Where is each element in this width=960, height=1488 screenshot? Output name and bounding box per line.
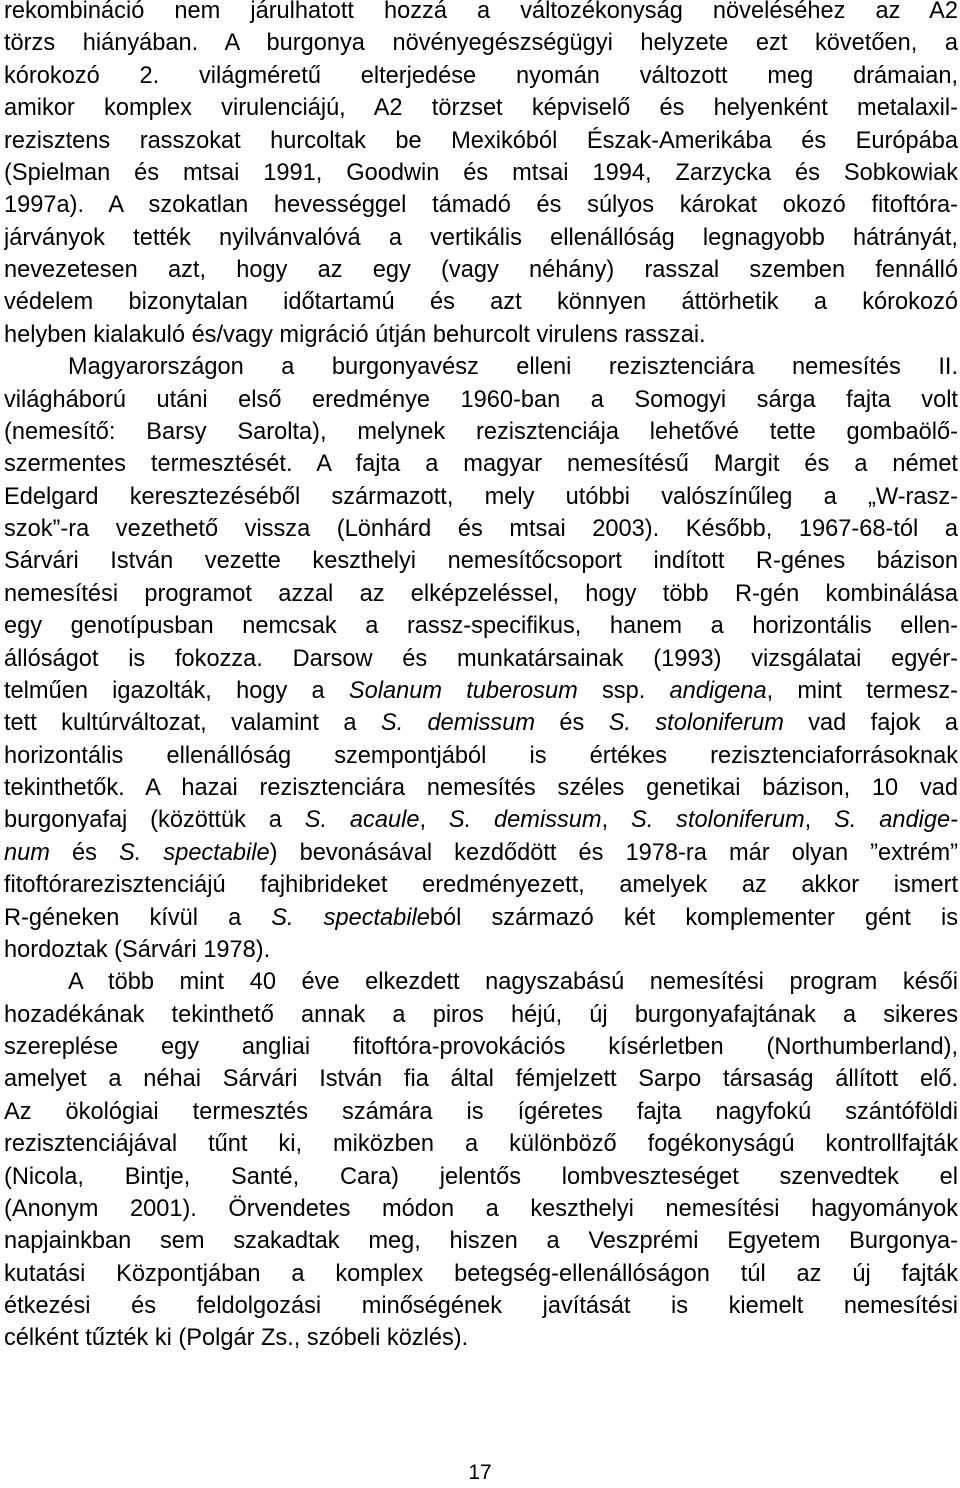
text-segment: A több mint 40 éve elkezdett nagyszabású nemesítési program késői bbox=[68, 969, 958, 996]
text-segment: egy genotípusban nemcsak a rassz-specifikus, hanem a horizontális ellen- bbox=[4, 613, 958, 640]
text-line bbox=[4, 902, 958, 934]
text-segment: horizontális ellenállóság szempontjából is értékes rezisztenciaforrásoknak bbox=[4, 742, 958, 769]
text-segment: (nemesítő: Barsy Sarolta), melynek rezisztenciája lehetővé tette gombaölő- bbox=[4, 418, 958, 445]
text-line bbox=[4, 1031, 958, 1063]
text-segment: Magyarországon a burgonyavész elleni rezisztenciára nemesítés II. bbox=[68, 354, 958, 381]
text-segment: rezisztenciájával tűnt ki, miközben a különböző fogékonyságú kontrollfajták bbox=[4, 1131, 958, 1158]
text-segment: nemesítési programot azzal az elképzeléssel, hogy több R-gén kombinálása bbox=[4, 580, 958, 607]
text-segment: szereplése egy angliai fitoftóra-provokációs kísérletben (Northumberland), bbox=[4, 1034, 958, 1060]
text-segment: Az ökológiai termesztés számára is ígéretes fajta nagyfokú szántóföldi bbox=[4, 1098, 958, 1125]
text-segment: R-géneken kívül a bbox=[4, 904, 272, 931]
italic-term: S. demissum bbox=[380, 710, 536, 737]
text-line bbox=[4, 804, 958, 836]
text-segment: Edelgard keresztezéséből származott, mely utóbbi valószínűleg a „W-rasz- bbox=[4, 483, 958, 510]
text-line bbox=[4, 740, 958, 772]
text-segment: járványok tették nyilvánvalóvá a vertikális ellenállóság legnagyobb hátrányát, bbox=[4, 224, 958, 251]
text-line bbox=[4, 92, 958, 124]
text-segment: , bbox=[601, 807, 631, 834]
text-segment: rekombináció nem járulhatott hozzá a változékonyság növeléséhez az A2 bbox=[4, 0, 958, 24]
text-segment: napjainkban sem szakadtak meg, hiszen a Veszprémi Egyetem Burgonya- bbox=[4, 1228, 958, 1255]
text-line bbox=[4, 448, 958, 480]
text-segment: ) bevonásával kezdődött és 1978-ra már olyan ”extrém” bbox=[269, 839, 958, 866]
text-line bbox=[4, 707, 958, 739]
text-segment: tett kultúrváltozat, valamint a bbox=[4, 710, 381, 737]
text-line bbox=[4, 869, 958, 901]
italic-term: S. demissum bbox=[448, 807, 602, 834]
text-segment: amelyet a néhai Sárvári István fia által fémjelzett Sarpo társaság állított elő. bbox=[4, 1066, 958, 1093]
text-line bbox=[4, 1161, 958, 1193]
text-segment: ssp. bbox=[577, 677, 670, 704]
text-segment: tekinthetők. A hazai rezisztenciára nemesítés széles genetikai bázison, 10 vad bbox=[4, 775, 958, 801]
text-segment: és bbox=[49, 839, 120, 866]
text-segment: világháború utáni első eredménye 1960-ban a Somogyi sárga fajta volt bbox=[4, 386, 958, 413]
text-line bbox=[4, 157, 958, 189]
text-line bbox=[4, 60, 958, 92]
text-line bbox=[4, 999, 958, 1031]
text-line bbox=[4, 351, 958, 383]
text-line bbox=[4, 481, 958, 513]
italic-term: S. stoloniferum bbox=[608, 710, 784, 737]
text-line bbox=[4, 1193, 958, 1225]
text-segment: célként tűzték ki (Polgár Zs., szóbeli közlés). bbox=[4, 1325, 469, 1352]
text-segment: hozadékának tekinthető annak a piros héjú, új burgonyafajtának a sikeres bbox=[4, 1001, 958, 1028]
body-text bbox=[4, 0, 958, 1355]
italic-term: S. andige- bbox=[834, 807, 958, 834]
text-line bbox=[4, 189, 958, 221]
text-line bbox=[4, 1096, 958, 1128]
text-segment: 1997a). A szokatlan hevességgel támadó és súlyos károkat okozó fitoftóra- bbox=[4, 192, 958, 219]
text-line bbox=[4, 772, 958, 804]
text-segment: burgonyafaj (közöttük a bbox=[4, 807, 305, 834]
text-segment: hordoztak (Sárvári 1978). bbox=[4, 936, 271, 963]
text-line bbox=[4, 837, 958, 869]
text-segment: telműen igazolták, hogy a bbox=[4, 677, 349, 704]
text-segment: védelem bizonytalan időtartamú és azt könnyen áttörhetik a kórokozó bbox=[4, 289, 958, 316]
text-line bbox=[4, 319, 958, 351]
text-line bbox=[4, 934, 958, 966]
text-line bbox=[4, 1322, 958, 1354]
text-line bbox=[4, 675, 958, 707]
text-line bbox=[4, 966, 958, 998]
italic-term: num bbox=[4, 839, 50, 866]
text-line bbox=[4, 286, 958, 318]
italic-term: Solanum tuberosum bbox=[348, 677, 578, 704]
text-segment: állóságot is fokozza. Darsow és munkatársainak (1993) vizsgálatai egyér- bbox=[4, 645, 958, 672]
text-line bbox=[4, 643, 958, 675]
text-line bbox=[4, 1290, 958, 1322]
text-line bbox=[4, 545, 958, 577]
text-line bbox=[4, 222, 958, 254]
text-segment: amikor komplex virulenciájú, A2 törzset képviselő és helyenként metalaxil- bbox=[4, 95, 958, 122]
text-segment: nevezetesen azt, hogy az egy (vagy néhány) rasszal szemben fennálló bbox=[4, 257, 958, 283]
text-segment: kórokozó 2. világméretű elterjedése nyomán változott meg drámaian, bbox=[4, 62, 958, 89]
text-segment: ból származó két komplementer gént is bbox=[429, 904, 958, 931]
text-segment: rezisztens rasszokat hurcoltak be Mexikóból Észak-Amerikába és Európába bbox=[4, 127, 958, 154]
text-segment: és bbox=[535, 710, 609, 737]
text-line bbox=[4, 578, 958, 610]
text-segment: szok”-ra vezethető vissza (Lönhárd és mtsai 2003). Később, 1967-68-tól a bbox=[4, 516, 958, 542]
text-segment: (Nicola, Bintje, Santé, Cara) jelentős lombveszteséget szenvedtek el bbox=[4, 1163, 958, 1190]
text-segment: (Spielman és mtsai 1991, Goodwin és mtsai 1994, Zarzycka és Sobkowiak bbox=[4, 159, 958, 186]
text-segment: kutatási Központjában a komplex betegség-ellenállóságon túl az új fajták bbox=[4, 1260, 958, 1287]
text-segment: , bbox=[804, 807, 835, 834]
text-line bbox=[4, 27, 958, 59]
italic-term: S. stoloniferum bbox=[631, 807, 805, 834]
text-segment: törzs hiányában. A burgonya növényegészségügyi helyzete ezt követően, a bbox=[4, 30, 958, 57]
italic-term: S. spectabile bbox=[271, 904, 430, 931]
text-segment: Sárvári István vezette keszthelyi nemesítőcsoport indított R-génes bázison bbox=[4, 548, 958, 575]
text-segment: helyben kialakuló és/vagy migráció útján behurcolt virulens rasszai. bbox=[4, 321, 706, 348]
text-line bbox=[4, 1258, 958, 1290]
text-line bbox=[4, 254, 958, 286]
text-segment: étkezési és feldolgozási minőségének javítását is kiemelt nemesítési bbox=[4, 1293, 958, 1319]
italic-term: andigena bbox=[669, 677, 767, 704]
text-line bbox=[4, 1225, 958, 1257]
text-line bbox=[4, 610, 958, 642]
text-line bbox=[4, 1063, 958, 1095]
text-line bbox=[4, 384, 958, 416]
text-segment: vad fajok a bbox=[783, 710, 958, 737]
text-segment: , bbox=[419, 807, 449, 834]
page-number: 17 bbox=[468, 1461, 492, 1484]
text-segment: fitoftórarezisztenciájú fajhibrideket eredményezett, amelyek az akkor ismert bbox=[4, 872, 958, 899]
text-line bbox=[4, 513, 958, 545]
italic-term: S. spectabile bbox=[119, 839, 270, 866]
text-line bbox=[4, 1128, 958, 1160]
text-line bbox=[4, 0, 958, 27]
text-line bbox=[4, 125, 958, 157]
text-segment: szermentes termesztését. A fajta a magyar nemesítésű Margit és a német bbox=[4, 451, 958, 478]
text-segment: (Anonym 2001). Örvendetes módon a keszthelyi nemesítési hagyományok bbox=[4, 1195, 958, 1222]
italic-term: S. acaule bbox=[304, 807, 420, 834]
text-segment: , mint termesz- bbox=[766, 677, 958, 704]
text-line bbox=[4, 416, 958, 448]
